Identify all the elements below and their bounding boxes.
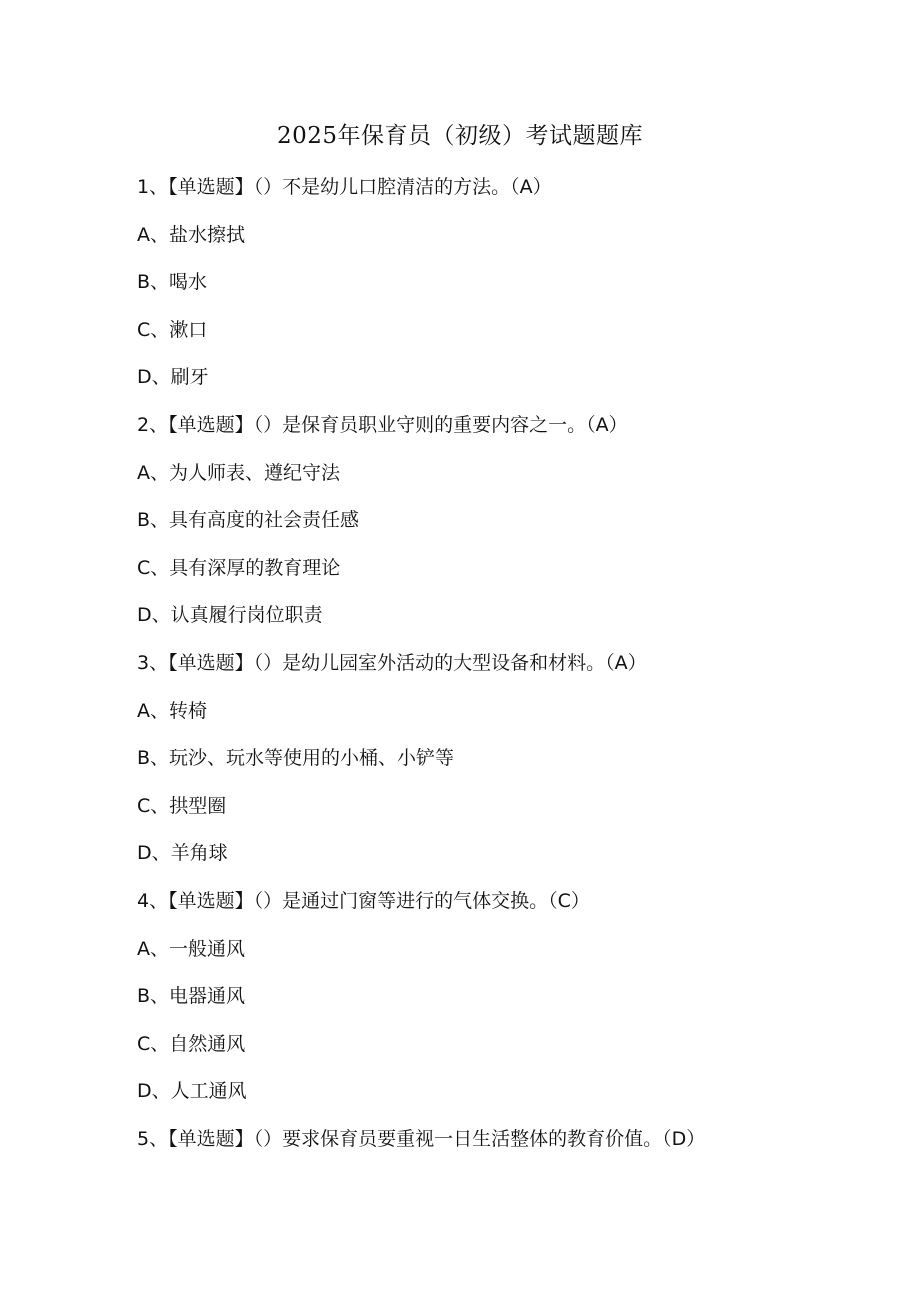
question-stem: 4、【单选题】（）是通过门窗等进行的气体交换。（C） [137,889,590,912]
answer-option: A、盐水擦拭 [137,223,245,246]
question-stem: 2、【单选题】（）是保育员职业守则的重要内容之一。（A） [137,413,628,436]
answer-option: B、电器通风 [137,985,246,1008]
document-title: 2025年保育员（初级）考试题题库 [276,123,644,149]
answer-option: B、喝水 [137,271,208,294]
answer-option: A、一般通风 [137,937,245,960]
answer-option: C、具有深厚的教育理论 [137,556,341,579]
answer-option: C、漱口 [137,318,208,341]
question-stem: 3、【单选题】（）是幼儿园室外活动的大型设备和材料。（A） [137,651,647,674]
answer-option: D、刷牙 [137,366,209,389]
answer-option: C、拱型圈 [137,794,227,817]
answer-option: D、认真履行岗位职责 [137,604,323,627]
answer-option: D、人工通风 [137,1080,247,1103]
question-list [137,172,837,1171]
question-stem: 1、【单选题】（）不是幼儿口腔清洁的方法。（A） [137,176,552,198]
answer-option: A、转椅 [137,699,207,722]
question-stem: 5、【单选题】（）要求保育员要重视一日生活整体的教育价值。（D） [137,1127,706,1150]
answer-option: C、自然通风 [137,1032,246,1055]
answer-option: A、为人师表、遵纪守法 [137,461,340,484]
answer-option: D、羊角球 [137,842,228,865]
answer-option: B、玩沙、玩水等使用的小桶、小铲等 [137,747,455,770]
answer-option: B、具有高度的社会责任感 [137,509,360,532]
